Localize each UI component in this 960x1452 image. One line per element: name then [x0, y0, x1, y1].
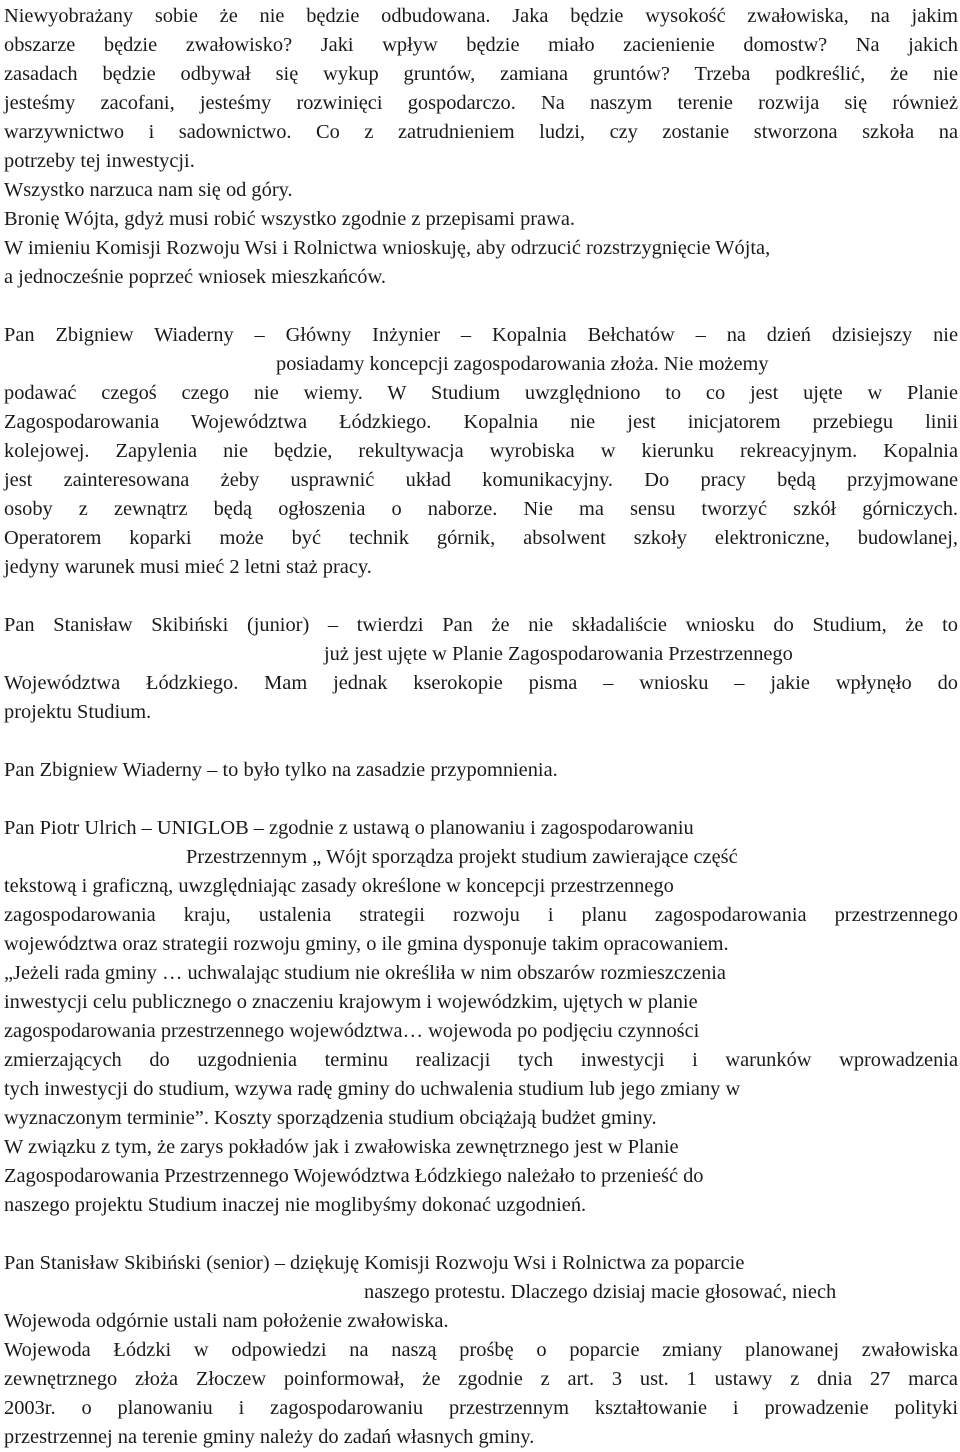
text-line: zagospodarowania kraju, ustalenia strategii rozwoju i planu zagospodarowania przestrzennego	[4, 904, 958, 926]
paragraph-gap	[4, 292, 958, 321]
text-line: Zagospodarowania Województwa Łódzkiego. Kopalnia nie jest inicjatorem przebiegu linii	[4, 411, 958, 433]
text-line: Wszystko narzuca nam się od góry.	[4, 179, 293, 201]
text-line: W związku z tym, że zarys pokładów jak i zwałowiska zewnętrznego jest w Planie	[4, 1136, 679, 1158]
text-line: Pan Zbigniew Wiaderny – Główny Inżynier – Kopalnia Bełchatów – na dzień dzisiejszy nie	[4, 324, 958, 346]
text-line: wyznaczonym terminie”. Koszty sporządzenia studium obciążają budżet gminy.	[4, 1107, 657, 1129]
paragraph-skibinski-junior	[4, 611, 958, 727]
text-line: Pan Zbigniew Wiaderny – to było tylko na zasadzie przypomnienia.	[4, 759, 558, 781]
text-line: „Jeżeli rada gminy … uchwalając studium nie określiła w nim obszarów rozmieszczenia	[4, 962, 726, 984]
text-line: zmierzających do uzgodnienia terminu realizacji tych inwestycji i warunków wprowadzenia	[4, 1049, 958, 1071]
paragraph-wiaderny-2	[4, 756, 958, 785]
text-line: podawać czegoś czego nie wiemy. W Studium uwzględniono to co jest ujęte w Planie	[4, 382, 958, 404]
text-line: jedyny warunek musi mieć 2 letni staż pracy.	[4, 556, 372, 578]
text-line: województwa oraz strategii rozwoju gminy, o ile gmina dysponuje takim opracowaniem.	[4, 933, 729, 955]
text-line: Zagospodarowania Przestrzennego Województwa Łódzkiego należało to przenieść do	[4, 1165, 704, 1187]
text-line: Niewyobrażany sobie że nie będzie odbudowana. Jaka będzie wysokość zwałowiska, na jakim	[4, 5, 958, 27]
text-line: warzywnictwo i sadownictwo. Co z zatrudnieniem ludzi, czy zostanie stworzona szkoła na	[4, 121, 958, 143]
text-line: inwestycji celu publicznego o znaczeniu krajowym i wojewódzkim, ujętych w planie	[4, 991, 698, 1013]
paragraph-skibinski-senior	[4, 1249, 958, 1452]
paragraph-gap	[4, 1220, 958, 1249]
paragraph-gap	[4, 727, 958, 756]
text-line: jesteśmy zacofani, jesteśmy rozwinięci gospodarczo. Na naszym terenie rozwija się również	[4, 92, 958, 114]
text-line: projektu Studium.	[4, 701, 152, 723]
text-line: zagospodarowania przestrzennego województwa… wojewoda po podjęciu czynności	[4, 1020, 700, 1042]
text-line: obszarze będzie zwałowisko? Jaki wpływ będzie miało zacienienie domostw? Na jakich	[4, 34, 958, 56]
text-line: Pan Stanisław Skibiński (senior) – dziękuję Komisji Rozwoju Wsi i Rolnictwa za poparcie	[4, 1252, 745, 1274]
text-line: Województwa Łódzkiego. Mam jednak kserokopie pisma – wniosku – jakie wpłynęło do	[4, 672, 958, 694]
paragraph-residents-concerns	[4, 2, 958, 292]
paragraph-ulrich	[4, 814, 958, 1220]
text-line: tych inwestycji do studium, wzywa radę gminy do uchwalenia studium lub jego zmiany w	[4, 1078, 741, 1100]
text-line: W imieniu Komisji Rozwoju Wsi i Rolnictwa wnioskuję, aby odrzucić rozstrzygnięcie Wójta,	[4, 237, 771, 259]
text-line: osoby z zewnątrz będą ogłoszenia o naborze. Nie ma sensu tworzyć szkół górniczych.	[4, 498, 958, 520]
text-line: Bronię Wójta, gdyż musi robić wszystko zgodnie z przepisami prawa.	[4, 208, 575, 230]
text-line: kolejowej. Zapylenia nie będzie, rekultywacja wyrobiska w kierunku rekreacyjnym. Kopalnia	[4, 440, 958, 462]
text-line: 2003r. o planowaniu i zagospodarowaniu przestrzennym kształtowanie i prowadzenie polityki	[4, 1397, 958, 1419]
text-line: naszego protestu. Dlaczego dzisiaj macie głosować, niech	[364, 1281, 837, 1303]
text-line: potrzeby tej inwestycji.	[4, 150, 195, 172]
text-line: tekstową i graficzną, uwzględniając zasady określone w koncepcji przestrzennego	[4, 875, 674, 897]
paragraph-wiaderny-1	[4, 321, 958, 582]
paragraph-gap	[4, 582, 958, 611]
text-line: zasadach będzie odbywał się wykup gruntów, zamiana gruntów? Trzeba podkreślić, że nie	[4, 63, 958, 85]
text-line: zewnętrznego złoża Złoczew poinformował, że zgodnie z art. 3 ust. 1 ustawy z dnia 27 marca	[4, 1368, 958, 1390]
text-line: posiadamy koncepcji zagospodarowania złoża. Nie możemy	[276, 353, 769, 375]
text-line: naszego projektu Studium inaczej nie moglibyśmy dokonać uzgodnień.	[4, 1194, 587, 1216]
text-line: Operatorem koparki może być technik górnik, absolwent szkoły elektroniczne, budowlanej,	[4, 527, 958, 549]
text-line: Pan Stanisław Skibiński (junior) – twierdzi Pan że nie składaliście wniosku do Studium, że to	[4, 614, 958, 636]
text-line: Wojewoda odgórnie ustali nam położenie zwałowiska.	[4, 1310, 449, 1332]
document-page	[4, 2, 958, 1452]
text-line: już jest ujęte w Planie Zagospodarowania Przestrzennego	[324, 643, 793, 665]
text-line: a jednocześnie poprzeć wniosek mieszkańców.	[4, 266, 386, 288]
text-line: przestrzennej na terenie gminy należy do zadań własnych gminy.	[4, 1426, 535, 1448]
text-line: jest zainteresowana żeby usprawnić układ komunikacyjny. Do pracy będą przyjmowane	[4, 469, 958, 491]
paragraph-gap	[4, 785, 958, 814]
text-line: Pan Piotr Ulrich – UNIGLOB – zgodnie z ustawą o planowaniu i zagospodarowaniu	[4, 817, 694, 839]
text-line: Wojewoda Łódzki w odpowiedzi na naszą prośbę o poparcie zmiany planowanej zwałowiska	[4, 1339, 958, 1361]
text-line: Przestrzennym „ Wójt sporządza projekt studium zawierające część	[186, 846, 738, 868]
